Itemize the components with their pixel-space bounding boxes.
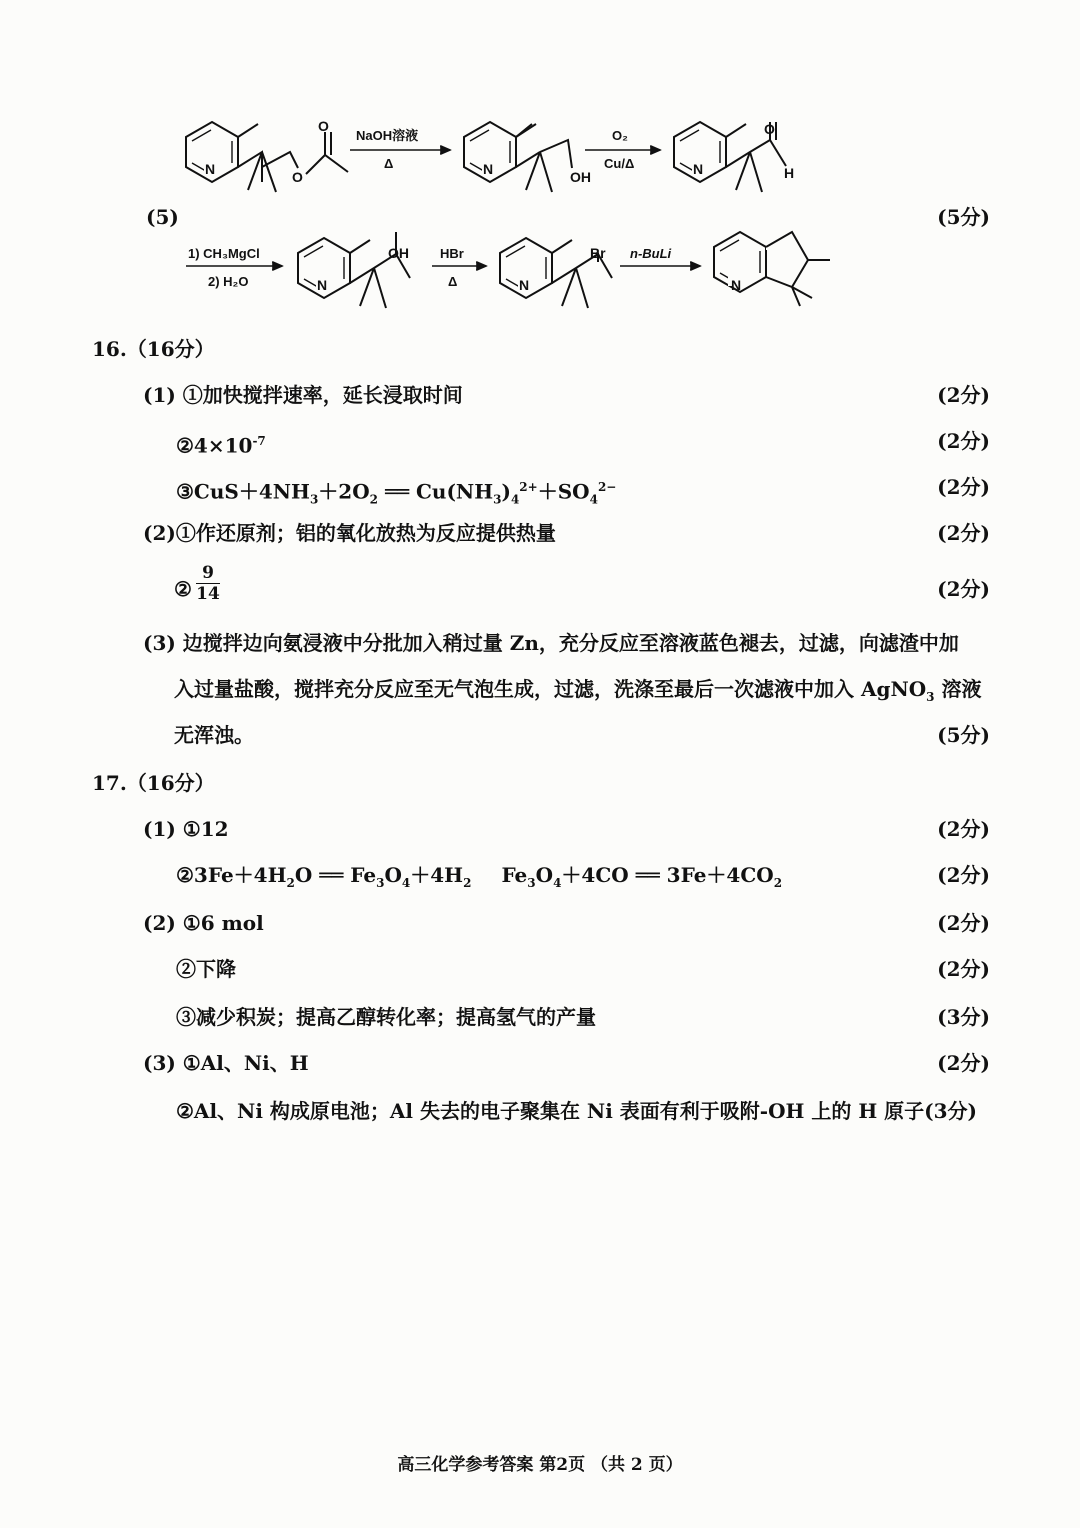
q16-1-2: $②4\times 10^{-7}$ (176, 433, 266, 458)
svg-text:H: H (784, 165, 795, 181)
q15-part5-label: (5) (146, 205, 179, 229)
q16-2-2-points: (2分) (937, 577, 990, 601)
q16-2-2-fraction (196, 564, 220, 603)
svg-text:N: N (205, 161, 216, 177)
svg-text:O: O (318, 118, 329, 134)
svg-text:N: N (483, 161, 494, 177)
q17-2-1-points: (2分) (937, 911, 990, 935)
molecule-cyclopenta-pyridine (714, 220, 830, 306)
arrow-naoh (350, 128, 450, 171)
svg-text:OH: OH (388, 245, 409, 261)
q16-2-1: (2)①作还原剂；铝的氧化放热为反应提供热量 (143, 521, 556, 545)
q17-2-2: ②下降 (176, 957, 236, 981)
q16-1-1-points: (2分) (937, 383, 990, 407)
svg-text:N: N (693, 161, 704, 177)
q17-1-1-points: (2分) (937, 817, 990, 841)
q16-3-line1: (3) 边搅拌边向氨浸液中分批加入稍过量 Zn，充分反应至溶液蓝色褪去，过滤，向滤渣中加 (143, 631, 959, 655)
svg-text:HBr: HBr (440, 246, 464, 261)
q17-3-1: (3) ①Al、Ni、H (143, 1051, 309, 1075)
q16-3-points: (5分) (937, 723, 990, 747)
q17-header: 17.（16分） (92, 771, 215, 795)
arrow-hbr (432, 246, 486, 289)
q16-1-2-points: (2分) (937, 429, 990, 453)
svg-text:O: O (292, 169, 303, 185)
reaction-scheme (0, 0, 1080, 330)
arrow-oxidation (585, 128, 660, 171)
q16-1-3-equation: $③CuS+4NH_3+2O_2$ ══ $Cu(NH_3)_4^{2+}+SO_4^{2-}$ (176, 479, 617, 507)
q17-1-1: (1) ①12 (143, 817, 229, 841)
svg-text:N: N (317, 277, 328, 293)
svg-text:OH: OH (570, 169, 591, 185)
q16-3-line3: 无浑浊。 (174, 723, 254, 747)
fraction-denominator: 14 (196, 584, 220, 604)
svg-text:1) CH₃MgCl: 1) CH₃MgCl (188, 246, 260, 261)
q15-part5-points: (5分) (937, 205, 990, 229)
q17-3-2: ②Al、Ni 构成原电池；Al 失去的电子聚集在 Ni 表面有利于吸附-OH 上的 H 原子(3分) (176, 1099, 978, 1123)
q17-1-2-equations: $②3Fe+4H_2O$ ══ $Fe_3O_4+4H_2$ $Fe_3O_4+4CO$ ══ $3Fe+4CO_2$ (176, 863, 783, 890)
q17-3-1-points: (2分) (937, 1051, 990, 1075)
q17-2-2-points: (2分) (937, 957, 990, 981)
molecule-acetate-ester (186, 118, 348, 192)
svg-text:O₂: O₂ (612, 128, 628, 143)
arrow-grignard (186, 246, 282, 289)
q16-3-line2: 入过量盐酸，搅拌充分反应至无气泡生成，过滤，洗涤至最后一次滤液中加入 AgNO$_3$ 溶液 (174, 677, 982, 704)
svg-text:2) H₂O: 2) H₂O (208, 274, 249, 289)
q16-2-1-points: (2分) (937, 521, 990, 545)
molecule-aldehyde (674, 121, 794, 192)
svg-text:Δ: Δ (448, 274, 458, 289)
fraction-numerator: 9 (202, 563, 214, 583)
svg-text:O: O (764, 121, 775, 137)
q16-1-1: (1) ①加快搅拌速率，延长浸取时间 (143, 383, 463, 407)
q16-2-2-prefix: ② (174, 577, 192, 601)
svg-text:Δ: Δ (384, 156, 394, 171)
molecule-secondary-alcohol (298, 232, 410, 308)
svg-text:N: N (519, 277, 530, 293)
svg-text:Cu/Δ: Cu/Δ (604, 156, 635, 171)
svg-text:n-BuLi: n-BuLi (630, 246, 672, 261)
svg-text:NaOH溶液: NaOH溶液 (356, 128, 419, 143)
q17-2-3: ③减少积炭；提高乙醇转化率；提高氢气的产量 (176, 1005, 596, 1029)
q17-1-2-points: (2分) (937, 863, 990, 887)
page-footer: 高三化学参考答案 第2页 （共 2 页） (397, 1455, 683, 1475)
q16-header: 16.（16分） (92, 337, 215, 361)
q17-2-3-points: (3分) (937, 1005, 990, 1029)
arrow-buli (620, 246, 700, 266)
q16-1-3-points: (2分) (937, 475, 990, 499)
svg-text:N: N (731, 277, 742, 293)
molecule-bromide (500, 238, 612, 308)
svg-text:Br: Br (590, 245, 606, 261)
molecule-alcohol (464, 122, 591, 192)
q17-2-1: (2) ①6 mol (143, 911, 264, 935)
